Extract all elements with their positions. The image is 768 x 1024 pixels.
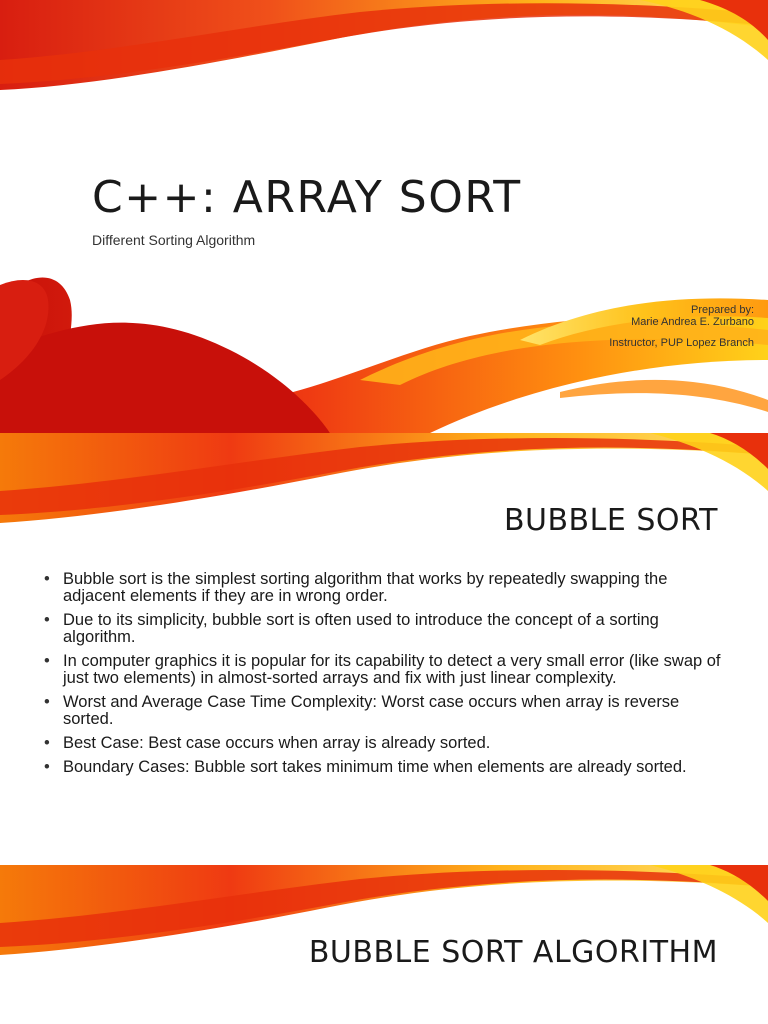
bubble-sort-slide — [0, 433, 768, 865]
list-item: • Best Case: Best case occurs when array is already sorted. — [44, 735, 724, 752]
bullet-list — [44, 571, 724, 783]
list-item: • Bubble sort is the simplest sorting algorithm that works by repeatedly swapping the adjacent elements if they are in wrong order. — [44, 571, 724, 605]
prepared-label: Prepared by: — [691, 304, 754, 316]
list-item: • Boundary Cases: Bubble sort takes minimum time when elements are already sorted. — [44, 759, 724, 776]
list-item: • Worst and Average Case Time Complexity: Worst case occurs when array is reverse sorted. — [44, 694, 724, 728]
slide-heading: BUBBLE SORT ALGORITHM — [308, 935, 718, 970]
slide-heading: BUBBLE SORT — [503, 503, 718, 538]
list-item: • In computer graphics it is popular for its capability to detect a very small error (like swap of just two elements) in almost-sorted arrays and fix with just linear complexity. — [44, 653, 724, 687]
bubble-sort-algorithm-slide — [0, 865, 768, 1024]
author-name: Marie Andrea E. Zurbano — [631, 316, 754, 328]
credits-block — [609, 304, 754, 349]
page-title: C++: ARRAY SORT — [92, 172, 522, 223]
title-slide — [0, 0, 768, 433]
subtitle: Different Sorting Algorithm — [92, 232, 256, 248]
list-item: • Due to its simplicity, bubble sort is often used to introduce the concept of a sorting algorithm. — [44, 612, 724, 646]
author-position: Instructor, PUP Lopez Branch — [609, 337, 754, 349]
